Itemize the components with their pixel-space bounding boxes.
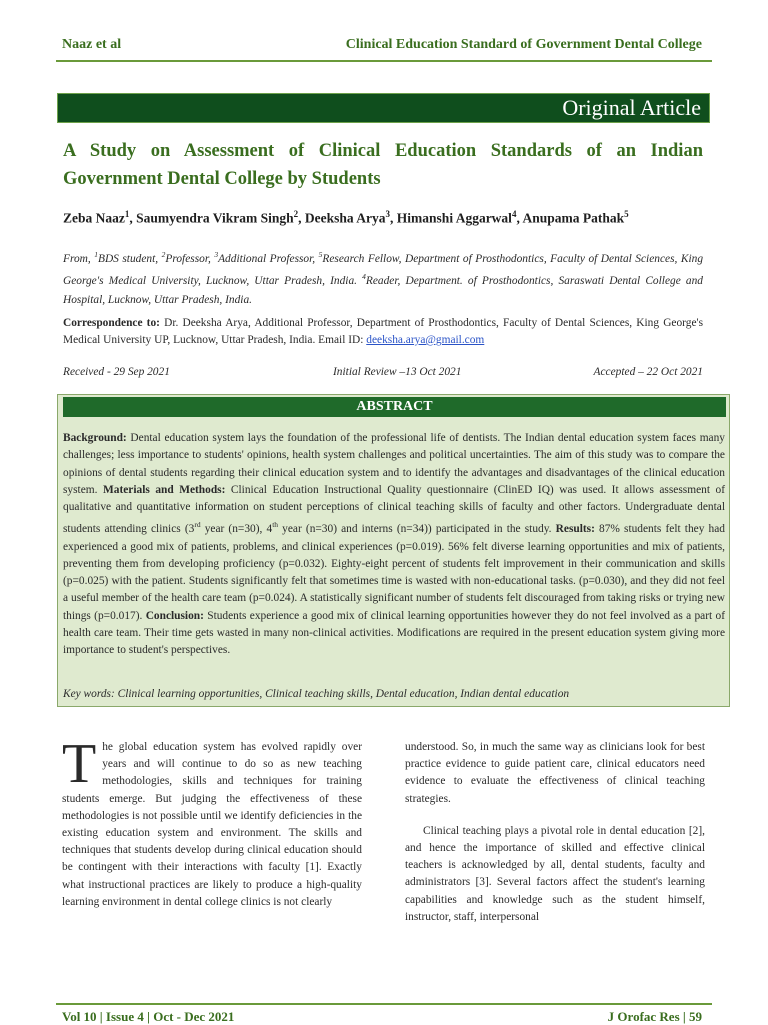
results-label: Results:: [555, 523, 595, 536]
methods-label: Materials and Methods:: [103, 483, 226, 496]
background-label: Background:: [63, 432, 127, 444]
author-name: Saumyendra Vikram Singh: [136, 210, 294, 226]
affil-text: Additional Professor,: [218, 252, 319, 265]
footer-page: J Orofac Res | 59: [607, 1009, 702, 1024]
background-text: Dental education system lays the foundation of the professional life of dentists. The Indian dental education system faces many challenges; less importance to students' opinions, health system challenges and political uncertainties. The aim of this study was to compare the opinions of dental students regarding their clinical education system and to identify the advantages and disadvantages of the clinical education system.: [63, 432, 725, 496]
affil-sup: 3: [214, 250, 219, 259]
correspondence-label: Correspondence to:: [63, 317, 160, 329]
author-sup: 4: [511, 209, 517, 219]
affil-sup: 4: [362, 272, 366, 282]
results-text: 87% students felt they had experienced a good mix of patients, problems, and clinical experiences (p=0.019). 56% felt diverse learning opportunities and mix of patients, preventing them from developing proficiency (p=0.032). Eighty-eight percent of students felt improvement in their communication and skills (p=0.025) with the patient. Students significantly felt that sometimes time is wasted with non-educational tasks. (p=0.030), and they did not feel a useful member of the health care team (p=0.024). A statistically significant number of students felt discouraged from taking risks or trying new things (p=0.017).: [63, 523, 725, 622]
received-date: Received - 29 Sep 2021: [63, 366, 170, 378]
affil-text: Research Fellow, Department of Prosthodontics, Faculty of Dental Sciences, King George's Medical University, Lucknow, Uttar Pradesh, India.: [63, 252, 704, 288]
author-sup: 2: [293, 209, 299, 219]
article-type-label: Original Article: [562, 95, 701, 120]
methods-text: year (n=30), 4: [200, 523, 273, 536]
author-name: Himanshi Aggarwal: [396, 210, 512, 226]
abstract-text: [63, 430, 725, 660]
article-type-banner: [57, 93, 710, 123]
running-header-authors: Naaz et al: [62, 37, 122, 52]
accepted-date: Accepted – 22 Oct 2021: [593, 366, 703, 378]
ordinal-sup: rd: [194, 520, 201, 530]
header-divider: [56, 60, 712, 62]
body-column-right: [405, 739, 705, 941]
review-date: Initial Review –13 Oct 2021: [333, 366, 462, 378]
footer-divider: [56, 1003, 712, 1005]
affil-text: BDS student,: [97, 252, 162, 265]
conclusion-text: Students experience a good mix of clinical learning opportunities however they do not feel involved as a part of health care team. Their time gets wasted in many non-clinical activities. Modifications are required in the present education system giving more importance to student's perspectives.: [63, 609, 725, 657]
author-list: Zeba Naaz$^1$, Saumyendra Vikram Singh$^2$, Deeksha Arya$^3$, Himanshi Aggarwal$^4$, Anupama Pathak$^5$: [63, 209, 629, 226]
author-sup: 5: [624, 209, 629, 219]
drop-cap: T: [62, 733, 97, 795]
author-sup: 3: [385, 209, 391, 219]
ordinal-sup: th: [272, 520, 279, 530]
author-name: Anupama Pathak: [522, 210, 625, 226]
affil-sup: 1: [94, 250, 98, 259]
affil-text: Professor,: [165, 252, 215, 265]
body-column-left: [62, 733, 362, 926]
keywords: Key words: Clinical learning opportunities, Clinical teaching skills, Dental education, Indian dental education: [63, 688, 570, 700]
running-header-title: Clinical Education Standard of Government Dental College: [345, 37, 702, 52]
intro-text: he global education system has evolved rapidly over years and will continue to do so as new teaching methodologies, skills and techniques for training students emerge. But judging the effectiveness of these methodologies is not possible until we identify deficiencies in the existing education system and environment. The skills and techniques that students develop during clinical education should be contingent with their interactions with faculty [1]. Exactly what instructional practices are likely to produce a high-quality learning environment in dental college clinics is not clearly: [62, 741, 362, 908]
abstract-heading: ABSTRACT: [63, 397, 726, 417]
correspondence-text: Dr. Deeksha Arya, Additional Professor, Department of Prosthodontics, Faculty of Dental Sciences, King George's Medical University UP, Lucknow, Uttar Pradesh, India. Email ID:: [63, 317, 704, 346]
methods-text: Clinical Education Instructional Quality questionnaire (ClinED IQ) was used. It allows assessment of qualitative and quantitative information on student perceptions of clinical teaching skills of faculty and other factors. Undergraduate dental students attending clinics (3: [63, 483, 725, 536]
affiliation-from: From,: [63, 252, 95, 265]
affiliations: [63, 246, 703, 309]
affil-text: Reader, Department. of Prosthodontics, Saraswati Dental College and Hospital, Lucknow, Uttar Pradesh, India.: [63, 275, 703, 306]
body-paragraph: understood. So, in much the same way as clinicians look for best practice evidence to guide patient care, clinical educators need evidence to evaluate the effectiveness of clinical teaching strategies.: [405, 741, 705, 805]
body-paragraph: Clinical teaching plays a pivotal role in dental education [2], and hence the importance of skilled and effective clinical teachers is acknowledged by all, dental students, faculty and administrators [3]. Several factors affect the student's learning capabilities and knowledge such as the student himself, instructor, staff, interpersonal: [405, 824, 705, 923]
affil-sup: 5: [318, 250, 323, 259]
email-link[interactable]: deeksha.arya@gmail.com: [366, 334, 485, 346]
conclusion-label: Conclusion:: [145, 609, 204, 622]
author-name: Deeksha Arya: [304, 210, 386, 226]
author-name: Zeba Naaz: [63, 210, 125, 226]
methods-text: year (n=30) and interns (n=34)) participated in the study.: [278, 523, 552, 536]
article-title: A Study on Assessment of Clinical Education Standards of an Indian Government Dental College by Students: [63, 141, 703, 189]
author-sup: 1: [124, 209, 130, 219]
affil-sup: 2: [161, 250, 166, 259]
correspondence: [63, 315, 703, 349]
intro-paragraph: [62, 733, 362, 911]
footer-volume: Vol 10 | Issue 4 | Oct - Dec 2021: [62, 1009, 235, 1024]
